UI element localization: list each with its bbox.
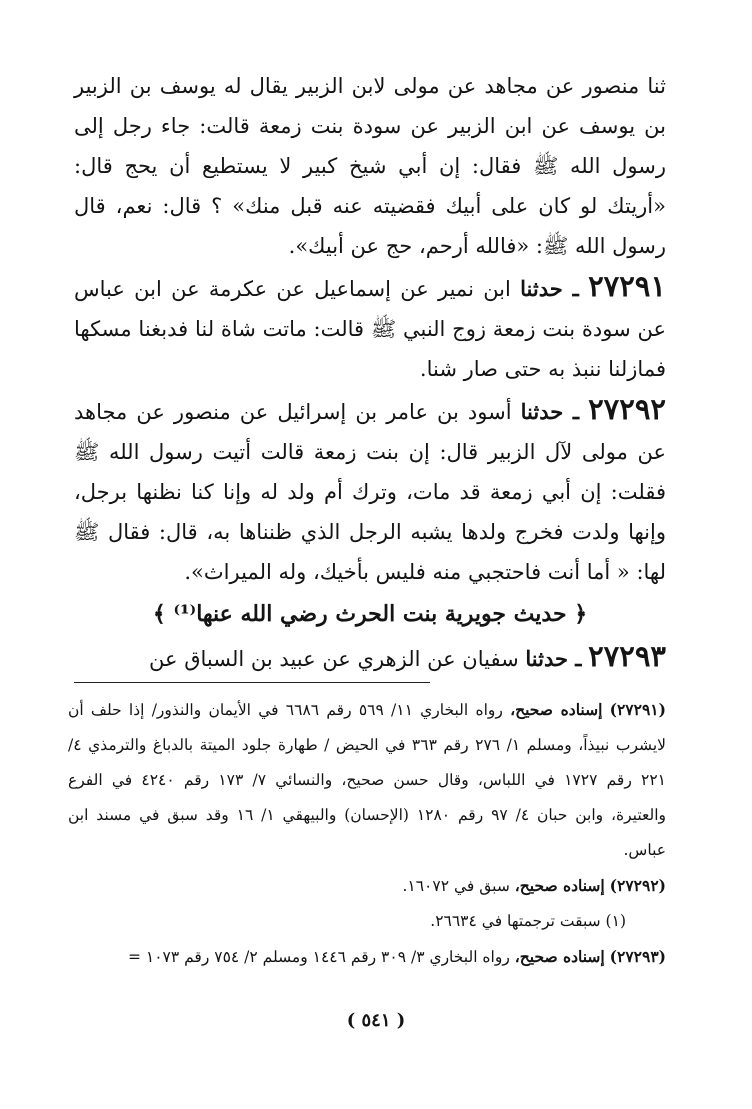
hadith-27291: [74, 266, 666, 389]
haddathana-label: ـ حدثنا: [520, 399, 580, 424]
haddathana-label: ـ حدثنا: [520, 276, 579, 301]
hadith-27292: [74, 389, 666, 592]
haddathana-label: ـ حدثنا: [525, 646, 582, 671]
paragraph-continuation: ثنا منصور عن مجاهد عن مولى لابن الزبير يقال له يوسف بن الزبير بن يوسف عن ابن الزبير عن سودة بنت زمعة قالت: جاء رجل إلى رسول الله ﷺ فقال: إن أبي شيخ كبير لا يستطيع أن يحج قال: «أريتك لو كان على أبيك فقضيته عنه قبل منك» ؟ قال: نعم، قال رسول الله ﷺ: «فالله أرحم، حج عن أبيك».: [74, 74, 666, 258]
footnote-1: (١) سبقت ترجمتها في ٢٦٦٣٤.: [430, 912, 626, 930]
note-ref: (٢٧٢٩٢): [609, 876, 666, 895]
hadith-text: أسود بن عامر بن إسرائيل عن منصور عن مجاهد عن مولى لآل الزبير قال: إن بنت زمعة قالت أتيت رسول الله ﷺ فقلت: إن أبي زمعة قد مات، وترك أم ولد له وإنا كنا نظنها برجل، وإنها ولدت فخرج ولدها يشبه الرجل الذي ظنناها به، قال: فقال ﷺ لها: « أما أنت فاحتجبي منه فليس بأخيك، وله الميراث».: [74, 400, 666, 584]
note-27291: [68, 692, 666, 868]
footnotes: [68, 692, 666, 975]
note-27293: [68, 939, 666, 975]
main-text: [74, 66, 666, 679]
hadith-text: ابن نمير عن إسماعيل عن عكرمة عن ابن عباس عن سودة بنت زمعة زوج النبي ﷺ قالت: ماتت شاة لنا فدبغنا مسكها فمازلنا ننبذ به حتى صار شنا.: [74, 277, 666, 381]
note-text: رواه البخاري ١١/ ٥٦٩ رقم ٦٦٨٦ في الأيمان والنذور/ إذا حلف أن لايشرب نبيذاً، ومسلم ١/ ٢٧٦ رقم ٣٦٣ في الحيض / طهارة جلود الميتة بالدباغ والترمذي ٤/ ٢٢١ رقم ١٧٢٧ في اللباس، وقال حسن صحيح، والنسائي ٧/ ١٧٣ رقم ٤٢٤٠ في الفرع والعتيرة، وابن حبان ٤/ ٩٧ رقم ١٢٨٠ (الإحسان) والبيهقي ١/ ١٦ وقد سبق في مسند ابن عباس.: [68, 701, 667, 859]
note-text: سبق في ١٦٠٧٢.: [402, 877, 510, 895]
page-number: ( ٥٤١ ): [346, 1010, 406, 1031]
footnote-divider: [74, 682, 430, 683]
note-27292: [68, 868, 666, 904]
section-heading: ﴿ حديث جويرية بنت الحرث رضي الله عنها⁽¹⁾ ﴾: [152, 601, 588, 627]
hadith-number: ٢٧٢٩٢: [588, 392, 666, 426]
hadith-number: ٢٧٢٩٣: [588, 639, 666, 673]
note-grade: إسناده صحيح،: [510, 700, 603, 719]
hadith-number: ٢٧٢٩١: [588, 269, 666, 303]
note-text: رواه البخاري ٣/ ٣٠٩ رقم ١٤٤٦ ومسلم ٢/ ٧٥٤ رقم ١٠٧٣ =: [127, 948, 510, 966]
note-grade: إسناده صحيح،: [514, 947, 605, 966]
hadith-27293: [74, 636, 666, 679]
note-ref: (٢٧٢٩١): [609, 700, 666, 719]
note-grade: إسناده صحيح،: [514, 876, 605, 895]
note-ref: (٢٧٢٩٣): [609, 947, 666, 966]
hadith-text: سفيان عن الزهري عن عبيد بن السباق عن: [149, 647, 519, 671]
